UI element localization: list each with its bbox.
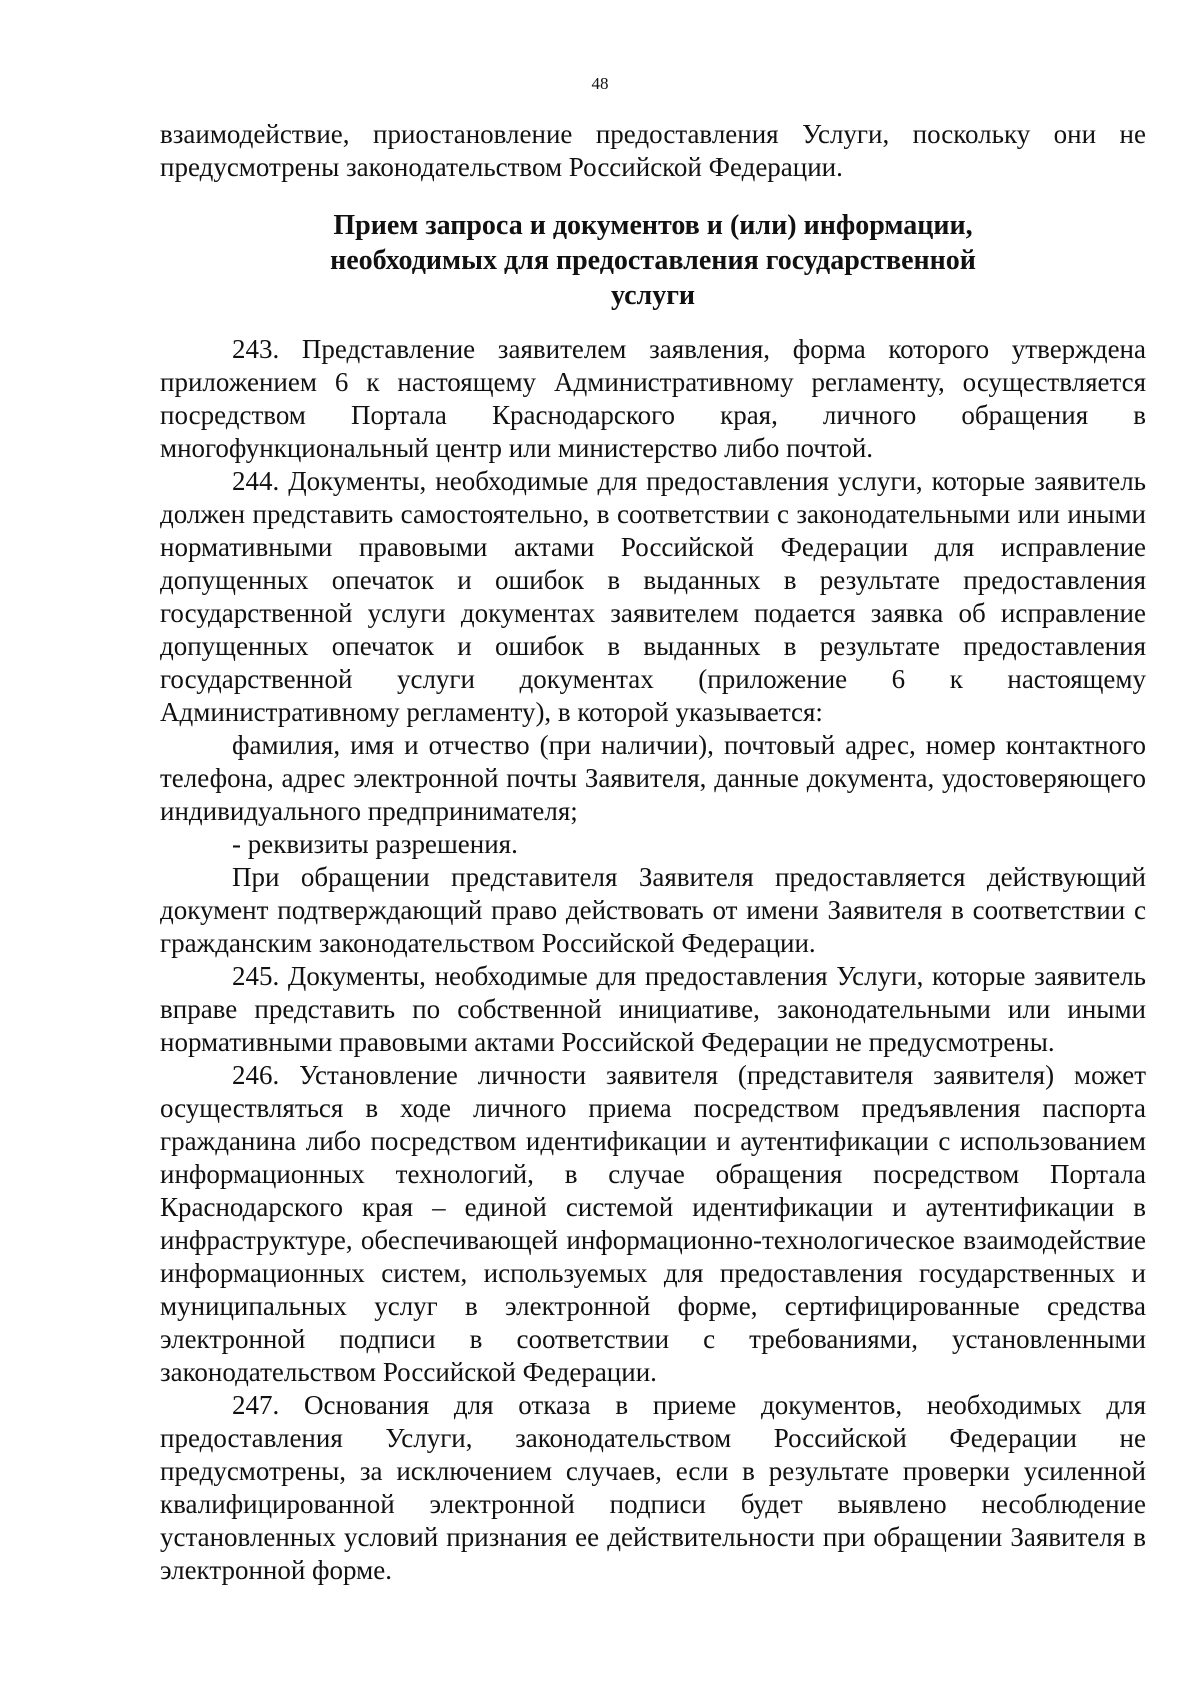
paragraph-243: 243. Представление заявителем заявления, форма которого утверждена приложением 6 к настоящему Административному регламенту, осуществляется посредством Портала Краснодарского края, личного обращения в многофункциональный центр или министерство либо почтой. bbox=[160, 334, 1146, 463]
paragraph-244-applicant-details: фамилия, имя и отчество (при наличии), почтовый адрес, номер контактного телефона, адрес электронной почты Заявителя, данные документа, удостоверяющего индивидуального предпринимателя; bbox=[160, 730, 1146, 826]
paragraph-247: 247. Основания для отказа в приеме документов, необходимых для предоставления Услуги, законодательством Российской Федерации не предусмотрены, за исключением случаев, если в результате проверки усиленной квалифицированной электронной подписи будет выявлено несоблюдение установленных условий признания ее действительности при обращении Заявителя в электронной форме. bbox=[160, 1390, 1146, 1585]
paragraph-244: 244. Документы, необходимые для предоставления услуги, которые заявитель должен представить самостоятельно, в соответствии с законодательными или иными нормативными правовыми актами Российской Федерации для исправление допущенных опечаток и ошибок в выданных в результате предоставления государственной услуги документах заявителем подается заявка об исправление допущенных опечаток и ошибок в выданных в результате предоставления государственной услуги документах (приложение 6 к настоящему Административному регламенту), в которой указывается: bbox=[160, 466, 1146, 727]
paragraph-244-permit-details: - реквизиты разрешения. bbox=[232, 829, 518, 859]
paragraph-244-representative: При обращении представителя Заявителя предоставляется действующий документ подтверждающий право действовать от имени Заявителя в соответствии с гражданским законодательством Российской Федерации. bbox=[160, 862, 1146, 958]
paragraph-245: 245. Документы, необходимые для предоставления Услуги, которые заявитель вправе представить по собственной инициативе, законодательными или иными нормативными правовыми актами Российской Федерации не предусмотрены. bbox=[160, 961, 1146, 1057]
section-heading-line-1: Прием запроса и документов и (или) информации, bbox=[333, 210, 973, 241]
section-heading-line-2: необходимых для предоставления государственной bbox=[330, 245, 976, 276]
document-body bbox=[160, 118, 1146, 1587]
page-number: 48 bbox=[591, 74, 609, 93]
intro-paragraph: взаимодействие, приостановление предоставления Услуги, поскольку они не предусмотрены законодательством Российской Федерации. bbox=[160, 119, 1146, 182]
section-heading-line-3: услуги bbox=[610, 280, 696, 311]
paragraph-246: 246. Установление личности заявителя (представителя заявителя) может осуществляться в ходе личного приема посредством предъявления паспорта гражданина либо посредством идентификации и аутентификации с использованием информационных технологий, в случае обращения посредством Портала Краснодарского края – единой системой идентификации и аутентификации в инфраструктуре, обеспечивающей информационно-технологическое взаимодействие информационных систем, используемых для предоставления государственных и муниципальных услуг в электронной форме, сертифицированные средства электронной подписи в соответствии с требованиями, установленными законодательством Российской Федерации. bbox=[160, 1060, 1146, 1387]
section-heading bbox=[160, 208, 1146, 313]
